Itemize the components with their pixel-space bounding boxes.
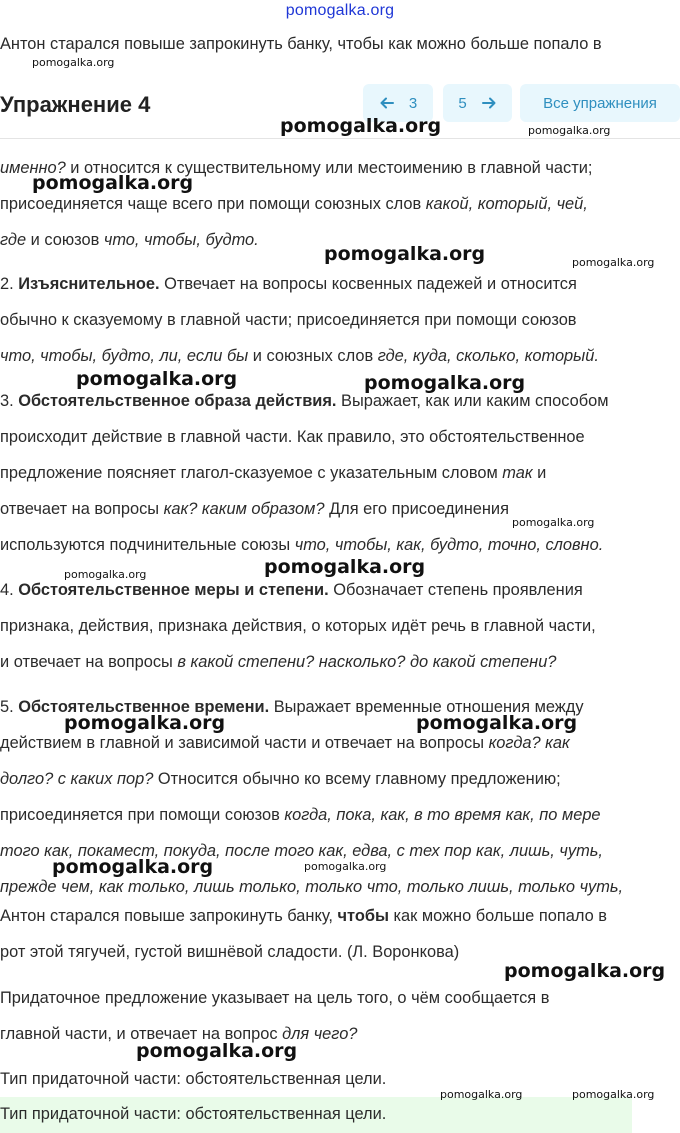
text-line: рот этой тягучей, густой вишнёвой сладости. (Л. Воронкова) bbox=[0, 943, 460, 961]
text-line: Тип придаточной части: обстоятельственная цели. bbox=[0, 1070, 387, 1088]
next-exercise-button[interactable] bbox=[443, 84, 512, 122]
watermark: pomogalka.org bbox=[32, 172, 194, 194]
text-line: того как, покамест, покуда, после того как, едва, с тех пор как, лишь, чуть, bbox=[0, 842, 603, 860]
watermark: pomogalka.org bbox=[76, 368, 238, 390]
text-line: обычно к сказуемому в главной части; присоединяется при помощи союзов bbox=[0, 311, 577, 329]
text-line: 4. Обстоятельственное меры и степени. Обозначает степень проявления bbox=[0, 581, 583, 599]
text-line: Антон старался повыше запрокинуть банку, чтобы как можно больше попало в bbox=[0, 35, 602, 53]
text-line: 3. Обстоятельственное образа действия. Выражает, как или каким способом bbox=[0, 392, 609, 410]
all-exercises-button[interactable]: Все упражнения bbox=[520, 84, 680, 122]
site-logo[interactable]: pomogalka.org bbox=[285, 2, 395, 19]
text-line: главной части, и отвечает на вопрос для чего? bbox=[0, 1025, 358, 1043]
text-line: Придаточное предложение указывает на цель того, о чём сообщается в bbox=[0, 989, 550, 1007]
text-line: Антон старался повыше запрокинуть банку, чтобы как можно больше попало в bbox=[0, 907, 607, 925]
page-title: Упражнение 4 bbox=[0, 92, 151, 117]
text-line: что, чтобы, будто, ли, если бы и союзных слов где, куда, сколько, который. bbox=[0, 347, 599, 365]
text-line: предложение поясняет глагол-сказуемое с указательным словом так и bbox=[0, 464, 547, 482]
text-line: отвечает на вопросы как? каким образом? Для его присоединения bbox=[0, 500, 509, 518]
text-line: используются подчинительные союзы что, чтобы, как, будто, точно, словно. bbox=[0, 536, 604, 554]
watermark: pomogalka.org bbox=[280, 115, 442, 137]
text-line: и отвечает на вопросы в какой степени? насколько? до какой степени? bbox=[0, 653, 557, 671]
text-line: именно? и относится к существительному или местоимению в главной части; bbox=[0, 159, 593, 177]
text-line: признака, действия, признака действия, о которых идёт речь в главной части, bbox=[0, 617, 596, 635]
next-exercise-label: 5 bbox=[458, 94, 467, 112]
watermark: pomogalka.org bbox=[304, 860, 387, 873]
watermark: pomogalka.org bbox=[572, 1088, 655, 1101]
prev-exercise-label: 3 bbox=[408, 94, 418, 112]
watermark: pomogalka.org bbox=[364, 372, 526, 394]
text-line: 2. Изъяснительное. Отвечает на вопросы косвенных падежей и относится bbox=[0, 275, 577, 293]
text-line: происходит действие в главной части. Как правило, это обстоятельственное bbox=[0, 428, 585, 446]
text-line: долго? с каких пор? Относится обычно ко всему главному предложению; bbox=[0, 770, 561, 788]
answer-text: Тип придаточной части: обстоятельственная цели. bbox=[0, 1105, 387, 1123]
watermark: pomogalka.org bbox=[64, 712, 226, 734]
watermark: pomogalka.org bbox=[264, 556, 426, 578]
text-line: присоединяется чаще всего при помощи союзных слов какой, который, чей, bbox=[0, 195, 588, 213]
text-line: присоединяется при помощи союзов когда, пока, как, в то время как, по мере bbox=[0, 806, 601, 824]
watermark: pomogalka.org bbox=[572, 256, 655, 269]
watermark: pomogalka.org bbox=[504, 960, 666, 982]
watermark: pomogalka.org bbox=[512, 516, 595, 529]
watermark: pomogalka.org bbox=[136, 1040, 298, 1062]
watermark: pomogalka.org bbox=[64, 568, 147, 581]
watermark: pomogalka.org bbox=[416, 712, 578, 734]
watermark: pomogalka.org bbox=[32, 56, 115, 69]
text-line: прежде чем, как только, лишь только, только что, только лишь, только чуть, bbox=[0, 878, 624, 896]
watermark: pomogalka.org bbox=[324, 243, 486, 265]
arrow-left-icon bbox=[379, 95, 395, 111]
text-line: действием в главной и зависимой части и отвечает на вопросы когда? как bbox=[0, 734, 570, 752]
watermark: pomogalka.org bbox=[52, 856, 214, 878]
text-line: где и союзов что, чтобы, будто. bbox=[0, 231, 259, 249]
watermark: pomogalka.org bbox=[528, 124, 611, 137]
watermark: pomogalka.org bbox=[440, 1088, 523, 1101]
arrow-right-icon bbox=[481, 95, 497, 111]
text-line: 5. Обстоятельственное времени. Выражает временные отношения между bbox=[0, 698, 584, 716]
